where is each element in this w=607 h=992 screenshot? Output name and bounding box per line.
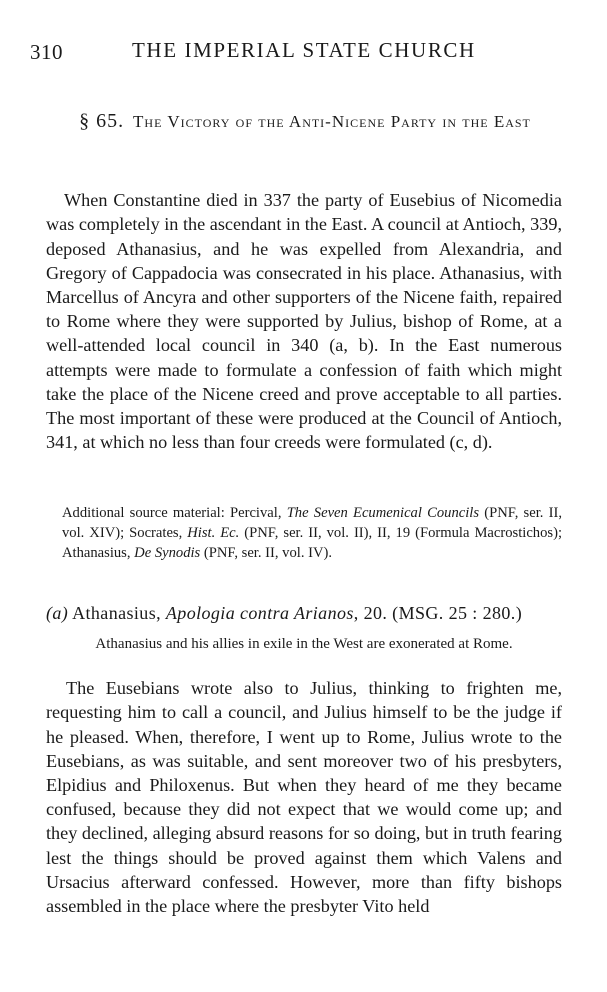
running-head bbox=[30, 38, 570, 66]
excerpt-summary: Athanasius and his allies in exile in the West are exonerated at Rome. bbox=[95, 636, 513, 652]
citation-work: Apologia contra Arianos bbox=[165, 603, 354, 623]
page-number: 310 bbox=[30, 40, 63, 64]
quote-paragraph: The Eusebians wrote also to Julius, thinking to frighten me, requesting him to call a council, and Julius himself to be the judge if he pleased. When, therefore, I went up to Rome, Julius wrote to the Eusebians, as was suitable, and sent moreover two of his presbyters, Elpidius and Philoxenus. But when they heard of me they became confused, because they did not expect that we would come up; and they declined, alleging absurd reasons for so doing, but in truth fearing lest the things should be proved against them which Valens and Ursacius afterward confessed. However, more than fifty bishops assembled in the place where the presbyter Vito held bbox=[46, 678, 562, 917]
source-note-mid-1: (PNF, ser. II, vol. XIV); Socrates, bbox=[62, 504, 562, 541]
source-note-mid-2: (PNF, ser. II, vol. II), II, 19 (Formula Macrostichos); Athanasius, bbox=[62, 524, 562, 561]
section-number: § 65. bbox=[79, 110, 125, 132]
source-note-title-2: Hist. Ec. bbox=[187, 524, 240, 541]
citation-ref: , 20. (MSG. 25 : 280.) bbox=[353, 603, 523, 623]
section-title: The Victory of the Anti-Nicene Party in the East bbox=[133, 112, 531, 131]
citation bbox=[46, 601, 562, 625]
citation-author: Athanasius, bbox=[68, 603, 166, 623]
source-note-title-1: The Seven Ecumenical Councils bbox=[286, 504, 480, 521]
source-note-end: (PNF, ser. II, vol. IV). bbox=[200, 544, 333, 561]
citation-label: (a) bbox=[46, 603, 69, 623]
section-heading bbox=[46, 110, 564, 133]
source-note bbox=[62, 503, 562, 563]
intro-paragraph: When Constantine died in 337 the party of Eusebius of Nicomedia was completely in the ascendant in the East. A council at Antioch, 339, deposed Athanasius, and he was expelled from Alexandria, and Gregory of Cappadocia was consecrated in his place. Athanasius, with Marcellus of Ancyra and other supporters of the Nicene faith, repaired to Rome where they were supported by Julius, bishop of Rome, at a well-attended local council in 340 (a, b). In the East numerous attempts were made to formulate a confession of faith which might take the place of the Nicene creed and prove acceptable to all parties. The most important of these were produced at the Council of Antioch, 341, at which no less than four creeds were formulated (c, d). bbox=[46, 190, 562, 453]
running-title: THE IMPERIAL STATE CHURCH bbox=[132, 38, 476, 62]
source-note-title-3: De Synodis bbox=[134, 544, 201, 561]
source-note-lead: Additional source material: Percival, bbox=[62, 504, 287, 521]
